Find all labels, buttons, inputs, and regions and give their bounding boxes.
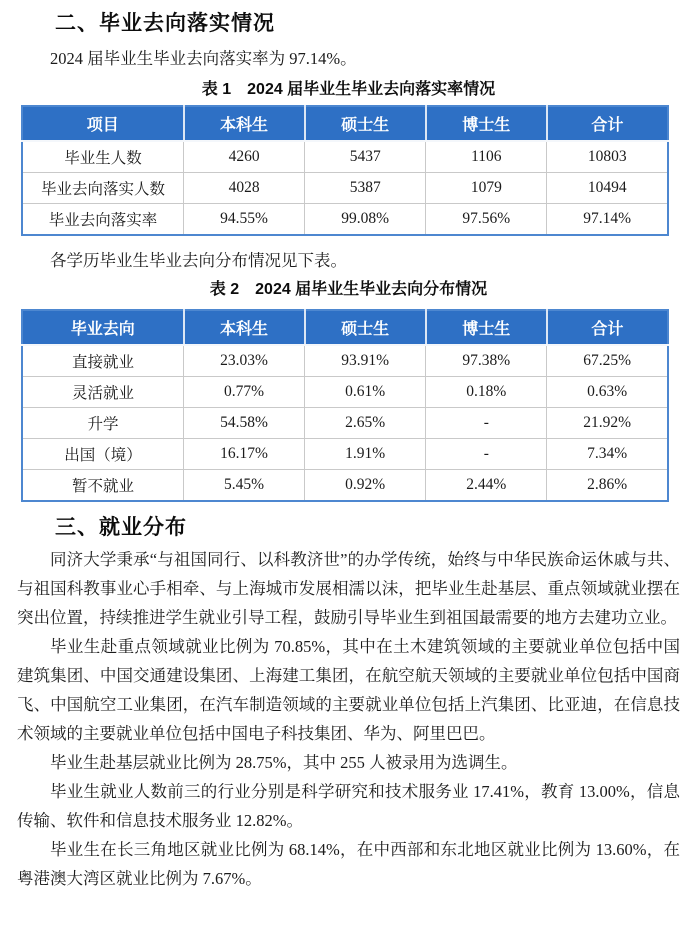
table-cell: 5.45% <box>184 470 305 502</box>
section-2-heading: 二、毕业去向落实情况 <box>55 12 275 35</box>
column-header: 合计 <box>547 310 668 345</box>
section-3-paragraph: 毕业生赴基层就业比例为 28.75%，其中 255 人被录用为选调生。 <box>50 753 518 772</box>
table-cell: 4028 <box>184 173 305 204</box>
table-cell: 94.55% <box>184 204 305 236</box>
table-cell: 93.91% <box>305 345 426 377</box>
table-1-header-row <box>22 106 668 141</box>
table-cell: 2.65% <box>305 408 426 439</box>
table-cell: 0.18% <box>426 377 547 408</box>
table-cell: - <box>426 439 547 470</box>
row-label: 毕业去向落实率 <box>22 204 184 236</box>
table-cell: - <box>426 408 547 439</box>
table-row <box>22 439 668 470</box>
table-cell: 97.56% <box>426 204 547 236</box>
table-cell: 54.58% <box>184 408 305 439</box>
column-header: 本科生 <box>184 106 305 141</box>
table-cell: 0.61% <box>305 377 426 408</box>
table-cell: 10494 <box>547 173 668 204</box>
row-label: 直接就业 <box>22 345 184 377</box>
table-row <box>22 470 668 502</box>
table-cell: 1106 <box>426 141 547 173</box>
column-header: 合计 <box>547 106 668 141</box>
table-cell: 1079 <box>426 173 547 204</box>
section-3-heading: 三、就业分布 <box>55 516 187 539</box>
table-row <box>22 141 668 173</box>
distribution-note-paragraph: 各学历毕业生毕业去向分布情况见下表。 <box>50 251 347 270</box>
table-cell: 2.44% <box>426 470 547 502</box>
table-2-header-row <box>22 310 668 345</box>
table-cell: 97.38% <box>426 345 547 377</box>
table-cell: 16.17% <box>184 439 305 470</box>
section-3-paragraph: 毕业生就业人数前三的行业分别是科学研究和技术服务业 17.41%，教育 13.00%，信息传输、软件和信息技术服务业 12.82%。 <box>17 782 680 830</box>
table-row <box>22 173 668 204</box>
table-cell: 0.63% <box>547 377 668 408</box>
table-cell: 0.92% <box>305 470 426 502</box>
table-row <box>22 377 668 408</box>
table-cell: 7.34% <box>547 439 668 470</box>
table-cell: 67.25% <box>547 345 668 377</box>
table-cell: 2.86% <box>547 470 668 502</box>
row-label: 毕业生人数 <box>22 141 184 173</box>
table-cell: 21.92% <box>547 408 668 439</box>
table-1-caption: 表 1 2024 届毕业生毕业去向落实率情况 <box>201 81 496 98</box>
row-label: 升学 <box>22 408 184 439</box>
table-cell: 97.14% <box>547 204 668 236</box>
table-row <box>22 204 668 236</box>
section-3-paragraph: 毕业生在长三角地区就业比例为 68.14%，在中西部和东北地区就业比例为 13.60%，在粤港澳大湾区就业比例为 7.67%。 <box>17 840 680 888</box>
column-header: 本科生 <box>184 310 305 345</box>
table-cell: 0.77% <box>184 377 305 408</box>
column-header: 博士生 <box>426 310 547 345</box>
section-2-intro-paragraph: 2024 届毕业生毕业去向落实率为 97.14%。 <box>50 49 357 68</box>
row-label: 毕业去向落实人数 <box>22 173 184 204</box>
column-header: 项目 <box>22 106 184 141</box>
row-label: 暂不就业 <box>22 470 184 502</box>
table-row <box>22 345 668 377</box>
table-cell: 99.08% <box>305 204 426 236</box>
table-row <box>22 408 668 439</box>
column-header: 硕士生 <box>305 310 426 345</box>
table-cell: 5437 <box>305 141 426 173</box>
row-label: 出国（境） <box>22 439 184 470</box>
column-header: 博士生 <box>426 106 547 141</box>
table-cell: 1.91% <box>305 439 426 470</box>
row-label: 灵活就业 <box>22 377 184 408</box>
column-header: 毕业去向 <box>22 310 184 345</box>
table-2-caption: 表 2 2024 届毕业生毕业去向分布情况 <box>209 281 488 298</box>
table-cell: 4260 <box>184 141 305 173</box>
table-cell: 5387 <box>305 173 426 204</box>
section-3-paragraph: 同济大学秉承“与祖国同行、以科教济世”的办学传统，始终与中华民族命运休戚与共、与祖国科教事业心手相牵、与上海城市发展相濡以沫，把毕业生赴基层、重点领域就业摆在突出位置，持续推进学生就业引导工程，鼓励引导毕业生到祖国最需要的地方去建功立业。 <box>17 550 680 627</box>
table-cell: 10803 <box>547 141 668 173</box>
table-cell: 23.03% <box>184 345 305 377</box>
table-1-placement-rate <box>21 105 669 236</box>
column-header: 硕士生 <box>305 106 426 141</box>
table-2-destination-distribution <box>21 309 669 502</box>
section-3-paragraph: 毕业生赴重点领域就业比例为 70.85%，其中在土木建筑领域的主要就业单位包括中国建筑集团、中国交通建设集团、上海建工集团，在航空航天领域的主要就业单位包括中国商飞、中国航空工业集团，在汽车制造领域的主要就业单位包括上汽集团、比亚迪，在信息技术领域的主要就业单位包括中国电子科技集团、华为、阿里巴巴。 <box>17 637 680 743</box>
